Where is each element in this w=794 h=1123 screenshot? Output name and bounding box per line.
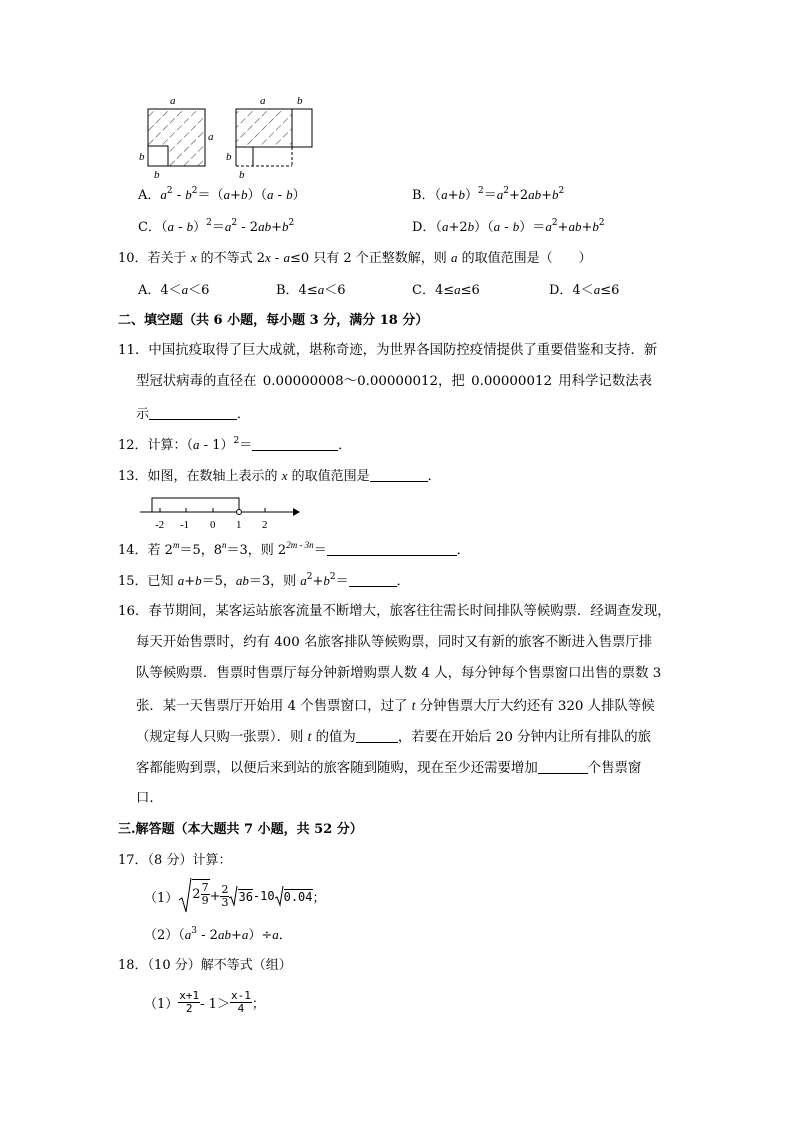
text: 的值为 bbox=[311, 730, 356, 745]
denominator: 4 bbox=[237, 1001, 245, 1015]
var: b bbox=[592, 219, 599, 234]
text: ≤0 只有 2 个正整数解，则 bbox=[289, 251, 451, 266]
q15 bbox=[118, 572, 410, 591]
text: ； bbox=[312, 890, 326, 906]
q9-option-c[interactable] bbox=[138, 218, 294, 237]
q11-answer-blank[interactable] bbox=[149, 405, 237, 420]
op: + bbox=[581, 220, 593, 235]
q16-line1: 16．春节期间，某客运站旅客流量不断增大，旅客往往需长时间排队等候购票．经调查发现， bbox=[118, 604, 671, 619]
var: x bbox=[190, 250, 197, 265]
op: +2 bbox=[508, 188, 529, 203]
text: B．4≤ bbox=[276, 283, 318, 298]
var: a bbox=[300, 573, 307, 588]
op: ＝ bbox=[211, 220, 225, 235]
q16-line7: 口． bbox=[136, 791, 163, 806]
text: - 1＞ bbox=[200, 996, 230, 1012]
var: ab bbox=[258, 219, 272, 234]
var: b bbox=[281, 219, 289, 234]
exp: 2 bbox=[231, 218, 238, 228]
op: ＝ bbox=[483, 188, 497, 203]
fraction bbox=[220, 884, 229, 909]
q10-stem bbox=[118, 249, 592, 268]
q10-option-b[interactable] bbox=[276, 281, 346, 300]
mixed-whole: 2 bbox=[192, 887, 201, 902]
var: a bbox=[496, 187, 504, 202]
op: ＝（ bbox=[197, 188, 224, 203]
q14 bbox=[118, 541, 470, 560]
q16-line4 bbox=[136, 697, 655, 716]
q16-window-answer-blank[interactable] bbox=[538, 759, 588, 774]
var: b bbox=[458, 187, 465, 202]
q11-line1: 11．中国抗疫取得了巨大成就，堪称奇迹，为世界各国防控疫情提供了重要借鉴和支持．新 bbox=[118, 343, 658, 358]
op: +2 bbox=[448, 220, 468, 235]
numerator: 7 bbox=[201, 881, 209, 894]
var: a bbox=[177, 573, 185, 588]
exp: 2 bbox=[329, 572, 336, 582]
text: - 1） bbox=[199, 438, 234, 453]
exp: 2 bbox=[598, 218, 605, 228]
left-label-a-top: a bbox=[170, 95, 176, 107]
text: ＜6 bbox=[324, 283, 346, 298]
text: ，若要在开始后 20 分钟内让所有排队的旅 bbox=[397, 730, 652, 745]
text: 10．若关于 bbox=[118, 251, 191, 266]
var: b bbox=[552, 187, 559, 202]
left-square-figure bbox=[139, 95, 214, 181]
var: x bbox=[281, 468, 288, 483]
text: 个售票窗 bbox=[587, 761, 642, 776]
op: ） bbox=[292, 188, 306, 203]
text: 13．如图，在数轴上表示的 bbox=[118, 469, 282, 484]
var: b bbox=[467, 219, 475, 234]
opt-prefix: B．（ bbox=[412, 188, 442, 203]
var: b bbox=[186, 219, 194, 234]
q9-option-a[interactable] bbox=[138, 186, 306, 205]
q17-stem: 17．（8 分）计算： bbox=[118, 853, 232, 868]
tick-label: -1 bbox=[180, 519, 190, 531]
text: ＝5， bbox=[201, 574, 236, 589]
exp: m bbox=[172, 540, 180, 550]
exp: 2 bbox=[503, 186, 509, 196]
var: a bbox=[266, 187, 274, 202]
sqrt-sign-icon bbox=[178, 876, 192, 916]
op: + bbox=[271, 220, 282, 235]
text: 15．已知 bbox=[118, 574, 178, 589]
fraction bbox=[201, 882, 210, 907]
var: a bbox=[317, 282, 325, 297]
var: a bbox=[545, 219, 552, 234]
text: - 2 bbox=[197, 928, 218, 943]
q18-part1 bbox=[144, 982, 265, 1022]
text: 示 bbox=[136, 407, 150, 422]
fraction bbox=[178, 990, 200, 1015]
exp: n bbox=[222, 540, 227, 550]
q15-answer-blank[interactable] bbox=[349, 572, 397, 587]
var: a bbox=[193, 437, 200, 452]
text: ＜6 bbox=[188, 283, 210, 298]
text: 客都能购到票，以便后来到站的旅客随到随购，现在至少还需要增加 bbox=[136, 761, 538, 776]
text: 的取值范围是 bbox=[287, 469, 370, 484]
op: -10 bbox=[252, 889, 275, 903]
text: ； bbox=[251, 996, 265, 1012]
op: + bbox=[230, 188, 241, 203]
q11-line3 bbox=[136, 405, 250, 424]
sqrt-radicand bbox=[192, 879, 209, 907]
text: ． bbox=[427, 469, 441, 484]
denominator: 3 bbox=[221, 895, 229, 909]
text: ≤6 bbox=[600, 283, 620, 298]
op: ）（ bbox=[247, 188, 267, 203]
var: a bbox=[450, 250, 458, 265]
right-label-a-top: a bbox=[260, 95, 266, 107]
var: ab bbox=[528, 187, 542, 202]
exp: 2 bbox=[558, 186, 565, 196]
exp: 2 bbox=[306, 572, 313, 582]
q11-line2: 型冠状病毒的直径在 0.00000008～0.00000012，把 0.00000012 用科学记数法表 bbox=[136, 374, 652, 389]
q16-line2: 每天开始售票时，约有 400 名旅客排队等候购票，同时又有新的旅客不断进入售票厅排 bbox=[136, 635, 653, 650]
opt-prefix: C．（ bbox=[138, 220, 168, 235]
denominator: 9 bbox=[201, 894, 209, 907]
left-label-b-left: b bbox=[139, 151, 145, 163]
tick-label: 1 bbox=[236, 519, 242, 531]
text: + bbox=[312, 574, 324, 589]
op: ） bbox=[464, 188, 478, 203]
op: ） bbox=[193, 220, 207, 235]
q16-t-answer-blank[interactable] bbox=[356, 728, 398, 743]
var: a bbox=[441, 187, 448, 202]
tick-label: -2 bbox=[155, 519, 165, 531]
q14-answer-blank[interactable] bbox=[327, 541, 457, 556]
var: a bbox=[454, 282, 461, 297]
fraction bbox=[230, 990, 252, 1015]
op: ）（ bbox=[474, 220, 494, 235]
exp: 2 bbox=[288, 218, 295, 228]
text: A．4＜ bbox=[138, 283, 182, 298]
var: t bbox=[307, 729, 312, 744]
exp: 2m - 3n bbox=[286, 540, 314, 550]
q17-part1 bbox=[144, 876, 326, 916]
op: + bbox=[557, 220, 569, 235]
var: a bbox=[272, 927, 279, 942]
left-label-b-bottom: b bbox=[154, 169, 160, 181]
text: （2）（ bbox=[144, 928, 185, 943]
exp: 2 bbox=[551, 218, 558, 228]
section-3-heading: 三.解答题（本大题共 7 小题，共 52 分） bbox=[118, 822, 363, 837]
right-label-b-left: b bbox=[226, 151, 232, 163]
q16-line5 bbox=[136, 728, 651, 747]
q9-figure bbox=[130, 92, 330, 182]
op: - bbox=[273, 188, 287, 203]
op: + bbox=[541, 188, 553, 203]
exp: 2 bbox=[191, 186, 198, 196]
var: a bbox=[167, 219, 174, 234]
q13 bbox=[118, 467, 441, 486]
radicand: 36 bbox=[238, 889, 253, 904]
sqrt-sign-icon bbox=[275, 885, 284, 907]
q18-stem: 18．（10 分）解不等式（组） bbox=[118, 958, 292, 973]
q16-line3: 队等候购票．售票时售票厅每分钟新增购票人数 4 人，每分钟每个售票窗口出售的票数 3 bbox=[136, 666, 662, 681]
var: a bbox=[593, 282, 601, 297]
text: ． bbox=[237, 407, 251, 422]
q10-option-c[interactable] bbox=[412, 281, 480, 300]
text: 12．计算：（ bbox=[118, 438, 194, 453]
var: x bbox=[265, 250, 271, 265]
q13-number-line bbox=[138, 492, 308, 532]
tick-label: 0 bbox=[210, 519, 216, 531]
q12-answer-blank[interactable] bbox=[252, 436, 338, 451]
opt-prefix: A． bbox=[138, 188, 161, 203]
var: a bbox=[283, 250, 290, 265]
var: ab bbox=[568, 219, 582, 234]
var: a bbox=[184, 927, 192, 942]
text: ＝5，8 bbox=[179, 543, 222, 558]
text: ． bbox=[396, 574, 410, 589]
text: + bbox=[230, 928, 242, 943]
section-2-heading: 二、填空题（共 6 小题，每小题 3 分，满分 18 分） bbox=[118, 313, 429, 328]
exp: 2 bbox=[206, 218, 212, 228]
text: D．4＜ bbox=[549, 283, 594, 298]
q10-option-d[interactable] bbox=[549, 281, 619, 300]
exp: 2 bbox=[166, 186, 173, 196]
op: ）＝ bbox=[519, 220, 546, 235]
text: ＝ bbox=[239, 438, 253, 453]
op: - 2 bbox=[237, 220, 259, 235]
text: ＝ bbox=[313, 543, 327, 558]
var: a bbox=[493, 219, 501, 234]
text: 分钟售票大厅大约还有 320 人排队等候 bbox=[415, 699, 655, 714]
numerator: x+1 bbox=[179, 988, 200, 1002]
text: ）÷ bbox=[248, 928, 273, 943]
numerator: 2 bbox=[221, 882, 229, 896]
op: - bbox=[172, 188, 186, 203]
text: ． bbox=[278, 928, 292, 943]
op: - bbox=[173, 220, 187, 235]
q13-answer-blank[interactable] bbox=[370, 467, 428, 482]
text: 的不等式 2 bbox=[196, 251, 266, 266]
var: a bbox=[441, 219, 449, 234]
var: ab bbox=[235, 573, 249, 588]
var: a bbox=[241, 927, 249, 942]
var: b bbox=[323, 573, 330, 588]
var: a bbox=[224, 219, 232, 234]
denominator: 2 bbox=[185, 1001, 193, 1015]
q16-line6 bbox=[136, 759, 641, 778]
text: ≤6 bbox=[460, 283, 480, 298]
text: （规定每人只购一张票）．则 bbox=[136, 730, 308, 745]
op: + bbox=[447, 188, 459, 203]
q9-option-d[interactable] bbox=[412, 218, 605, 237]
tick-label: 2 bbox=[262, 519, 268, 531]
text: ． bbox=[456, 543, 470, 558]
left-label-a-right: a bbox=[208, 131, 214, 143]
text: ． bbox=[338, 438, 352, 453]
part-label: （1） bbox=[144, 890, 179, 906]
var: b bbox=[195, 573, 202, 588]
part-label: （1） bbox=[144, 996, 179, 1012]
op: + bbox=[209, 888, 221, 904]
opt-prefix: D．（ bbox=[412, 220, 442, 235]
var: b bbox=[286, 187, 293, 202]
q9-option-b[interactable] bbox=[412, 186, 564, 205]
text: C．4≤ bbox=[412, 283, 455, 298]
exp: 2 bbox=[233, 436, 240, 446]
var: ab bbox=[217, 927, 231, 942]
text: 14．若 2 bbox=[118, 543, 173, 558]
text: + bbox=[184, 574, 196, 589]
text: ＝ bbox=[335, 574, 349, 589]
exp: 3 bbox=[191, 926, 198, 936]
numerator: x-1 bbox=[230, 988, 251, 1002]
q17-part2 bbox=[144, 926, 292, 945]
right-label-b-bottom: b bbox=[239, 169, 245, 181]
right-rect-figure bbox=[226, 95, 312, 181]
var: b bbox=[240, 187, 248, 202]
var: a bbox=[160, 187, 167, 202]
exp: 2 bbox=[477, 186, 484, 196]
text: - bbox=[270, 251, 284, 266]
var: a bbox=[223, 187, 231, 202]
radicand: 0.04 bbox=[283, 889, 313, 904]
text: ＝3，则 2 bbox=[226, 543, 287, 558]
var: b bbox=[512, 219, 520, 234]
text: 的取值范围是（ ） bbox=[457, 251, 592, 266]
op: - bbox=[500, 220, 513, 235]
right-label-b-top: b bbox=[297, 95, 303, 107]
text: 张．某一天售票厅开始用 4 个售票窗口，过了 bbox=[136, 699, 412, 714]
var: a bbox=[181, 282, 189, 297]
q10-option-a[interactable] bbox=[138, 281, 209, 300]
var: t bbox=[411, 698, 416, 713]
text: ＝3，则 bbox=[248, 574, 301, 589]
q12 bbox=[118, 436, 351, 455]
sqrt-sign-icon bbox=[229, 885, 238, 907]
var: b bbox=[185, 187, 192, 202]
